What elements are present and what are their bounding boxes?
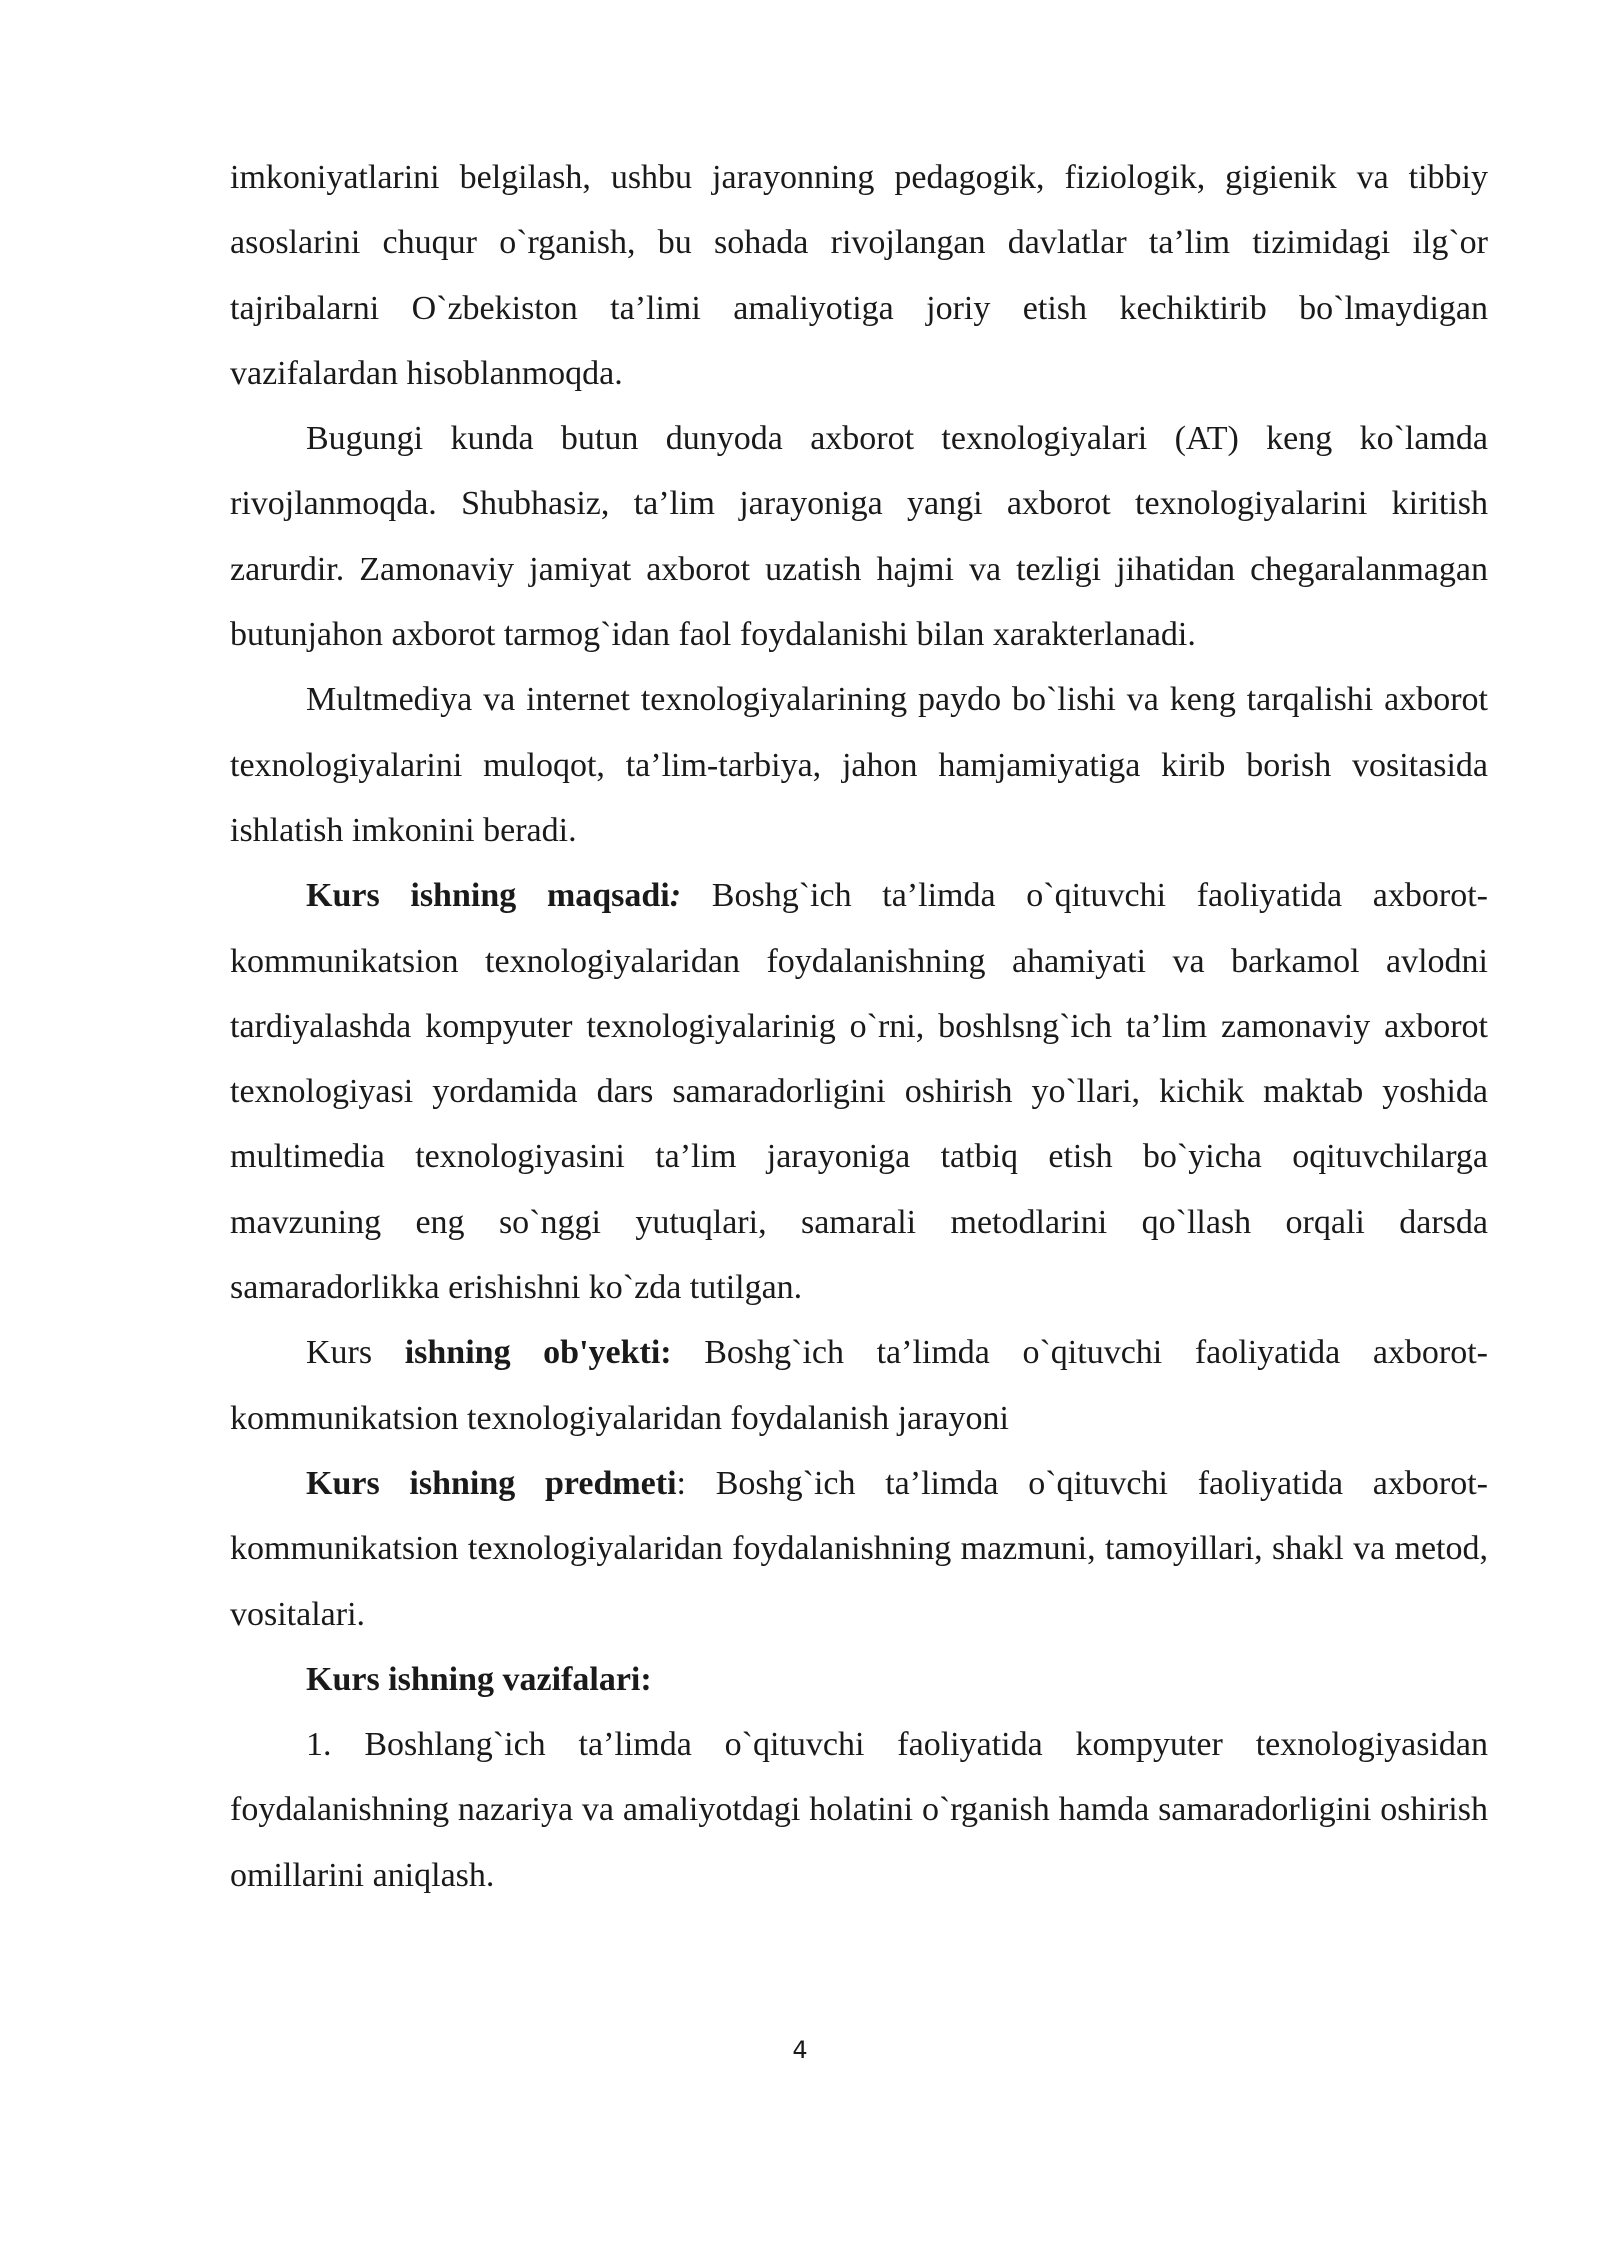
body-text [230,145,1488,1908]
course-tasks-label: Kurs ishning vazifalari: [306,1660,652,1698]
paragraph-intro-continuation: imkoniyatlarini belgilash, ushbu jarayonning pedagogik, fiziologik, gigienik va tibbiy asoslarini chuqur o`rganish, bu sohada rivojlangan davlatlar ta’lim tizimidagi ilg`or tajribalarni O`zbekiston ta’limi amaliyotiga joriy etish kechiktirib bo`lmaydigan vazifalardan hisoblanmoqda. [230,159,1488,392]
course-goal-label: Kurs ishning maqsadi [306,877,670,915]
paragraph-course-subject [230,1451,1488,1647]
paragraph-task-1: 1. Boshlang`ich ta’limda o`qituvchi faoliyatida kompyuter texnologiyasidan foydalanishning nazariya va amaliyotdagi holatini o`rganish hamda samaradorligini oshirish omillarini aniqlash. [230,1726,1488,1894]
course-goal-colon: : [669,877,682,915]
paragraph-course-goal [230,863,1488,1320]
course-object-label: ishning ob'yekti: [404,1334,672,1372]
paragraph-it-development: Bugungi kunda butun dunyoda axborot texnologiyalari (AT) keng ko`lamda rivojlanmoqda. Shubhasiz, ta’lim jarayoniga yangi axborot texnologiyalarini kiritish zarurdir. Zamonaviy jamiyat axborot uzatish hajmi va tezligi jihatidan chegaralanmagan butunjahon axborot tarmog`idan faol foydalanishi bilan xarakterlanadi. [230,420,1488,654]
course-goal-text: Boshg`ich ta’limda o`qituvchi faoliyatida axborot-kommunikatsion texnologiyalaridan foydalanishning ahamiyati va barkamol avlodni tardiyalashda kompyuter texnologiyalarinig o`rni, boshlsng`ich ta’lim zamonaviy axborot texnologiyasi yordamida dars samaradorligini oshirish yo`llari, kichik maktab yoshida multimedia texnologiyasini ta’lim jarayoniga tatbiq etish bo`yicha oqituvchilarga mavzuning eng so`nggi yutuqlari, samarali metodlarini qo`llash orqali darsda samaradorlikka erishishni ko`zda tutilgan. [230,877,1488,1307]
paragraph-course-tasks-heading [230,1647,1488,1712]
course-object-text: Boshg`ich ta’limda o`qituvchi faoliyatida axborot-kommunikatsion texnologiyalaridan foydalanish jarayoni [230,1334,1488,1437]
course-object-prefix: Kurs [306,1334,405,1372]
paragraph-multimedia: Multmediya va internet texnologiyalarining paydo bo`lishi va keng tarqalishi axborot texnologiyalarini muloqot, ta’lim-tarbiya, jahon hamjamiyatiga kirib borish vositasida ishlatish imkonini beradi. [230,681,1488,849]
course-subject-text: : Boshg`ich ta’limda o`qituvchi faoliyatida axborot-kommunikatsion texnologiyalaridan foydalanishning mazmuni, tamoyillari, shakl va metod, vositalari. [230,1464,1488,1633]
page-number: 4 [792,2036,808,2064]
paragraph-course-object [230,1320,1488,1451]
course-subject-label: Kurs ishning predmeti [306,1464,677,1502]
